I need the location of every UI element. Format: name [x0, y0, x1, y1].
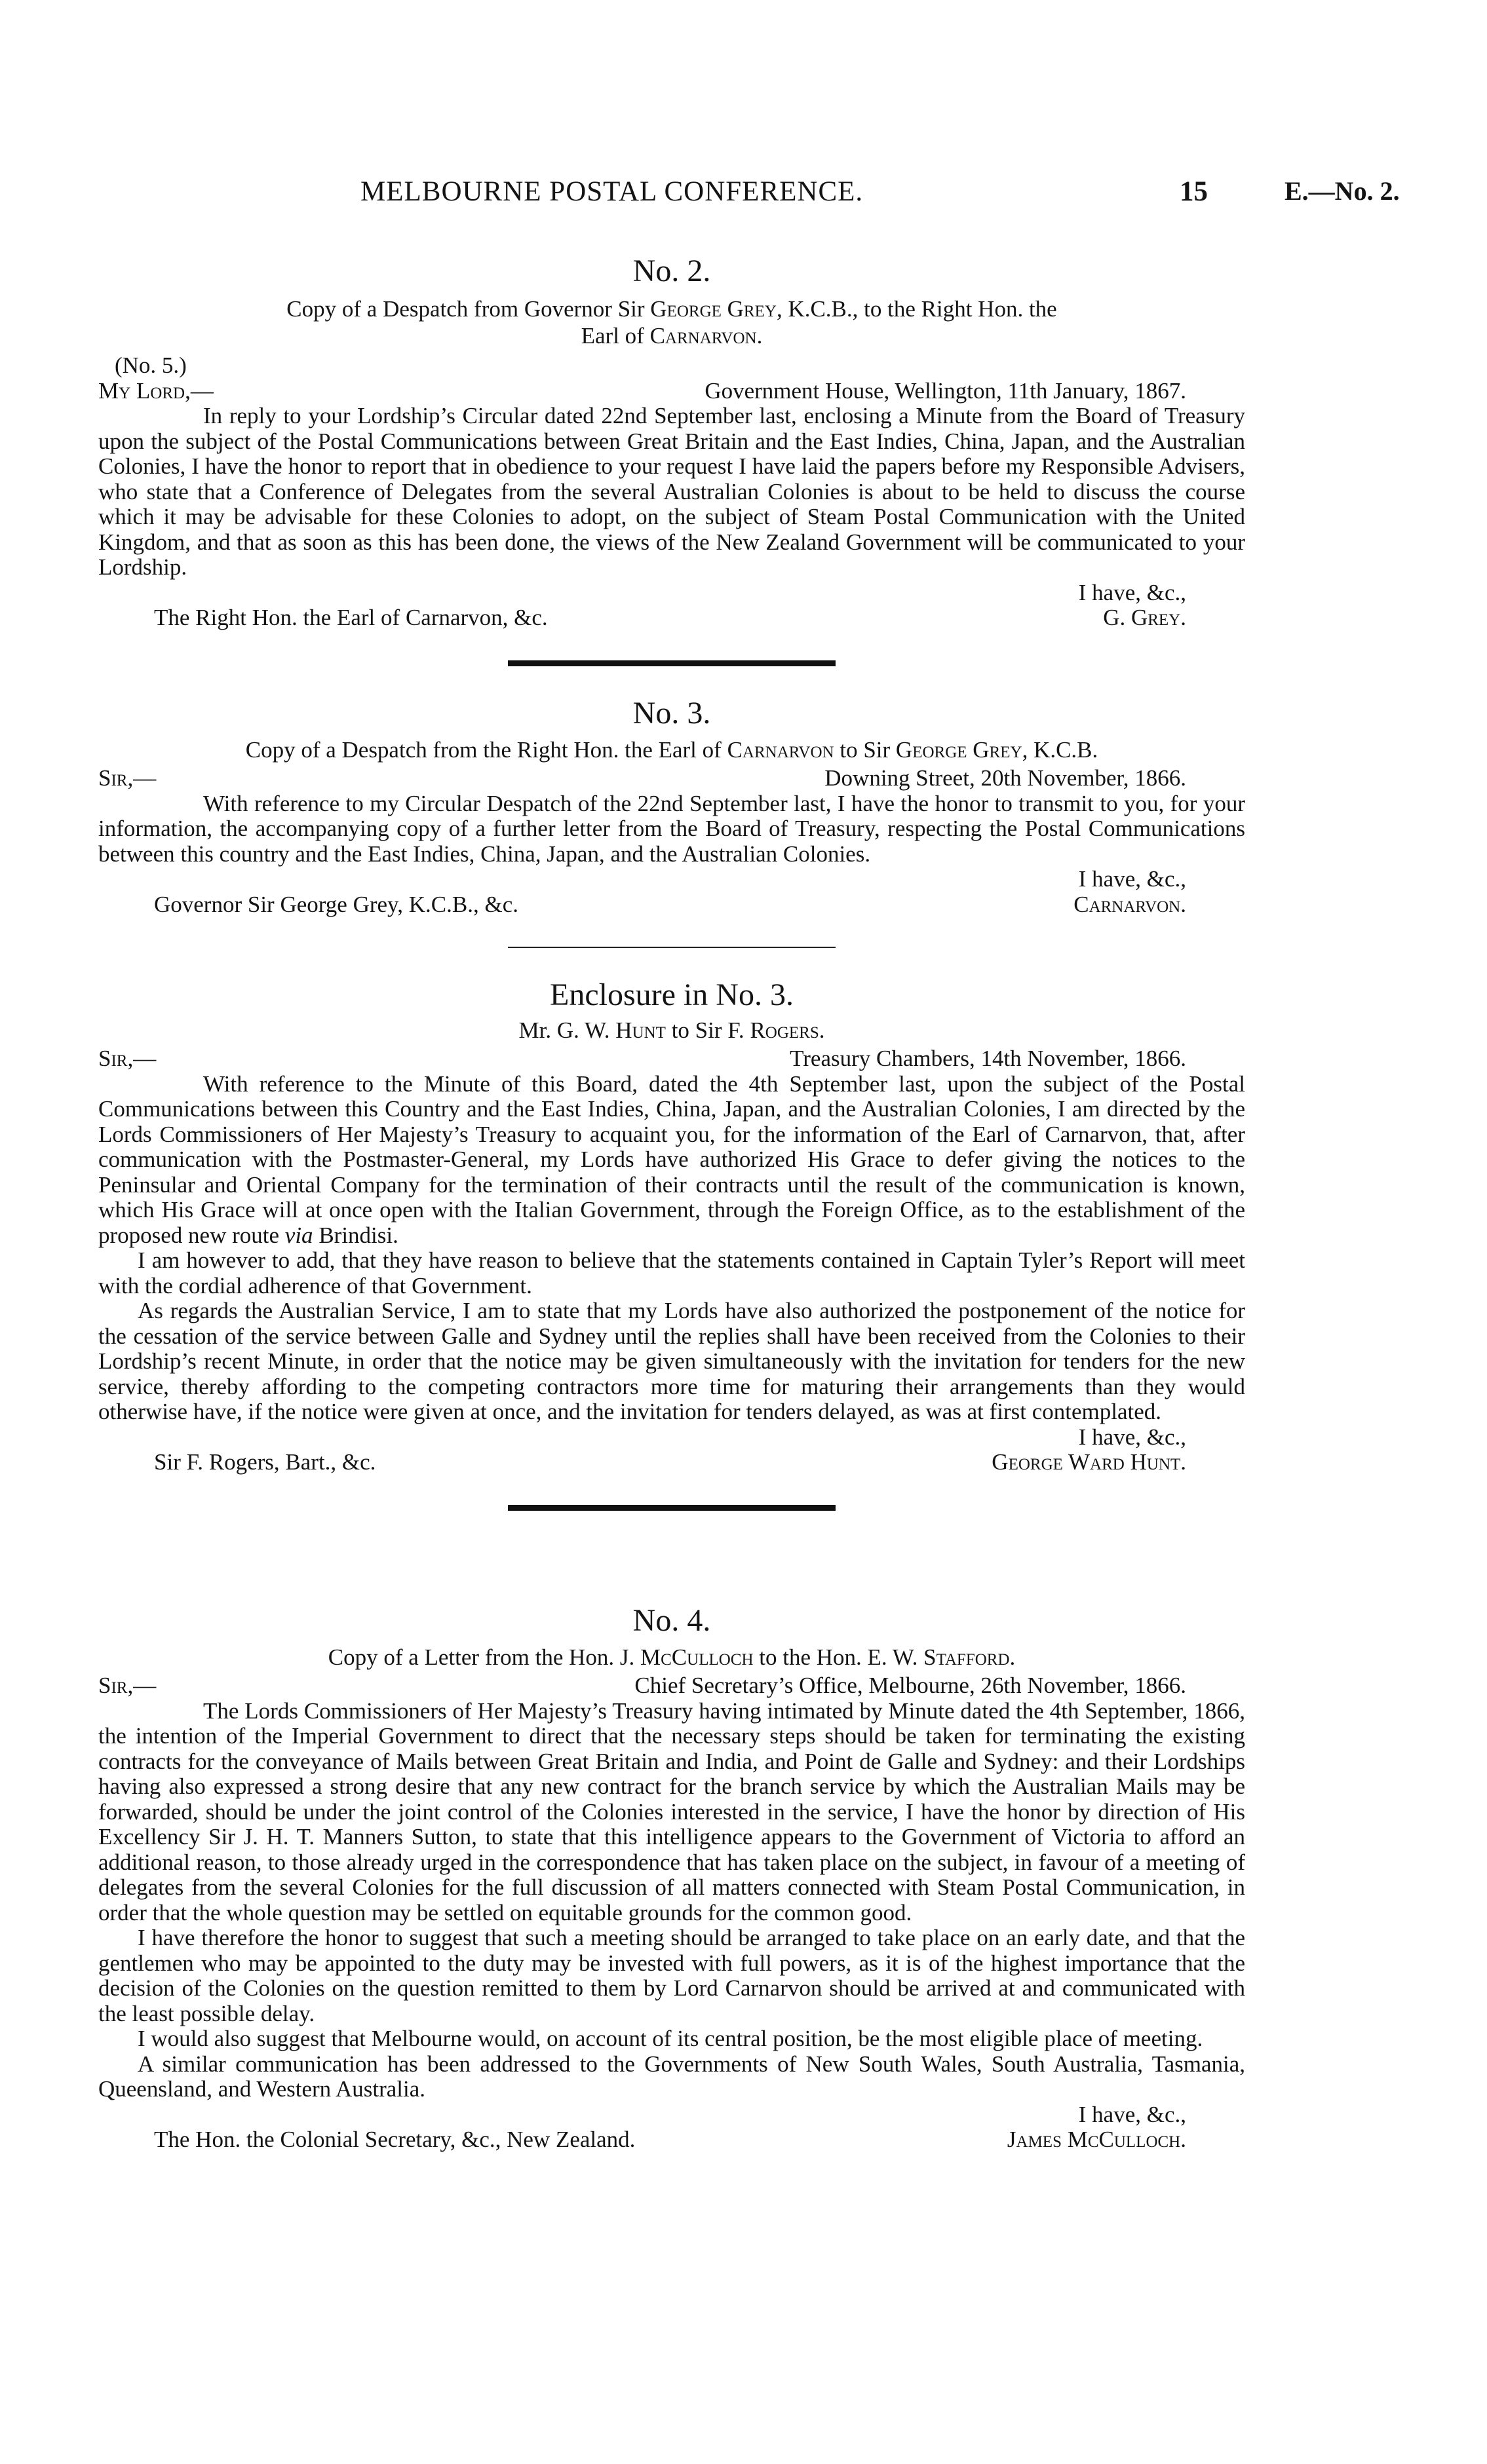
salutation: My Lord,—	[98, 377, 214, 404]
paragraph: As regards the Australian Service, I am to state that my Lords have also authorized the postponement of the notice for the cessation of the service between Galle and Sydney until the replies shall have been received from the Colonies to their Lordship’s recent Minute, in order that the notice may be given simultaneously with the invitation for tenders for the new service, thereby affording to the competing contractors more time for maturing their arrangements than they would otherwise have, if the notice were given at once, and the invitation for tenders delayed, as was at first contemplated.	[98, 1298, 1245, 1424]
section-divider	[508, 947, 836, 948]
signature: James McCulloch.	[1007, 2127, 1186, 2152]
signature: G. Grey.	[1103, 605, 1186, 630]
section-enclosure	[98, 976, 1245, 1511]
paragraph: I am however to add, that they have reason to believe that the statements contained in Captain Tyler’s Report will meet with the cordial adherence of that Government.	[98, 1247, 1245, 1298]
closing: I have, &c.,	[1078, 579, 1186, 605]
closing: I have, &c.,	[1078, 866, 1186, 892]
letter-body	[98, 791, 1245, 867]
section-caption: Copy of a Despatch from Governor Sir George Grey, K.C.B., to the Right Hon. the Earl of Carnarvon.	[286, 296, 1057, 349]
salutation: Sir,—	[98, 765, 157, 791]
paragraph: The Lords Commissioners of Her Majesty’s Treasury having intimated by Minute dated the 4th September, 1866, the intention of the Imperial Government to direct that the necessary steps should be taken for terminating the existing contracts for the conveyance of Mails between Great Britain and India, and Point de Galle and Sydney: and their Lordships having also expressed a strong desire that any new contract for the branch service by which the Australian Mails may be forwarded, should be under the joint control of the Colonies interested in the service, I have the honor by direction of His Excellency Sir J. H. T. Manners Sutton, to state that this intelligence appears to the Government of Victoria to afford an additional reason, to those already urged in the correspondence that has taken place on the subject, in favour of a meeting of delegates from the several Colonies for the full discussion of all matters connected with Steam Postal Communication, in order that the whole question may be settled on equitable grounds for the common good.	[98, 1697, 1245, 1925]
addressee: The Right Hon. the Earl of Carnarvon, &c.	[154, 605, 548, 630]
letter-body	[98, 1072, 1245, 1425]
section-no-2	[98, 252, 1245, 666]
signature: George Ward Hunt.	[992, 1449, 1186, 1475]
signature-row	[98, 605, 1245, 631]
salutation-row	[98, 766, 1245, 791]
closing: I have, &c.,	[1078, 1424, 1186, 1450]
letter-body	[98, 404, 1245, 580]
paper-reference: E.—No. 2.	[1284, 176, 1400, 206]
section-no-3	[98, 694, 1245, 948]
addressee: The Hon. the Colonial Secretary, &c., New Zealand.	[154, 2127, 636, 2152]
paragraph: In reply to your Lordship’s Circular dated 22nd September last, enclosing a Minute from the Board of Treasury upon the subject of the Postal Communications between Great Britain and the East Indies, China, Japan, and the Australian Colonies, I have the honor to report that in obedience to your request I have laid the papers before my Responsible Advisers, who state that a Conference of Delegates from the several Australian Colonies is about to be held to discuss the course which it may be advisable for these Colonies to adopt, on the subject of Steam Postal Communication with the United Kingdom, and that as soon as this has been done, the views of the New Zealand Government will be communicated to your Lordship.	[98, 403, 1245, 580]
signature-row	[98, 1450, 1245, 1475]
signature-row	[98, 2127, 1245, 2153]
letter-body	[98, 1699, 1245, 2102]
salutation-row	[98, 1046, 1245, 1072]
section-caption: Copy of a Despatch from the Right Hon. the Earl of Carnarvon to Sir George Grey, K.C.B.	[245, 737, 1098, 763]
enclosure-title: Enclosure in No. 3.	[550, 977, 794, 1012]
section-number: No. 3.	[632, 696, 711, 730]
header-title: MELBOURNE POSTAL CONFERENCE.	[360, 176, 864, 207]
page-number: 15	[1180, 176, 1208, 207]
paragraph: With reference to my Circular Despatch of the 22nd September last, I have the honor to transmit to you, for your information, the accompanying copy of a further letter from the Board of Treasury, respecting the Postal Communications between this country and the East Indies, China, Japan, and the Australian Colonies.	[98, 790, 1245, 867]
closing: I have, &c.,	[1078, 2101, 1186, 2127]
enclosure-subtitle: Mr. G. W. Hunt to Sir F. Rogers.	[518, 1017, 825, 1043]
place-date: Downing Street, 20th November, 1866.	[824, 765, 1186, 791]
section-no-4	[98, 1602, 1245, 2153]
section-number: No. 2.	[632, 254, 711, 288]
paragraph: A similar communication has been addressed to the Governments of New South Wales, South Australia, Tasmania, Queensland, and Western Australia.	[98, 2051, 1245, 2102]
place-date: Treasury Chambers, 14th November, 1866.	[790, 1046, 1186, 1071]
addressee: Sir F. Rogers, Bart., &c.	[154, 1449, 376, 1475]
salutation-row	[98, 379, 1245, 404]
section-caption: Copy of a Letter from the Hon. J. McCulloch to the Hon. E. W. Stafford.	[328, 1644, 1016, 1670]
addressee: Governor Sir George Grey, K.C.B., &c.	[154, 891, 519, 917]
section-divider	[508, 1505, 836, 1511]
place-date: Chief Secretary’s Office, Melbourne, 26th November, 1866.	[634, 1673, 1186, 1698]
signature-row	[98, 892, 1245, 918]
paragraph: With reference to the Minute of this Board, dated the 4th September last, upon the subject of the Postal Communications between this Country and the East Indies, China, Japan, and the Australian Colonies, I am directed by the Lords Commissioners of Her Majesty’s Treasury to acquaint you, for the information of the Earl of Carnarvon, that, after communication with the Postmaster-General, my Lords have authorized His Grace to defer giving the notices to the Peninsular and Oriental Company for the termination of their contracts until the result of the communication is known, which His Grace will at once open with the Italian Government, through the Foreign Office, as to the establishment of the proposed new route via Brindisi.	[98, 1071, 1245, 1248]
section-divider	[508, 660, 836, 666]
salutation-row	[98, 1673, 1245, 1699]
salutation: Sir,—	[98, 1673, 157, 1698]
despatch-number: (No. 5.)	[115, 352, 187, 378]
salutation: Sir,—	[98, 1046, 157, 1071]
running-header	[98, 176, 1400, 215]
despatch-ref	[98, 353, 1245, 379]
signature: Carnarvon.	[1073, 891, 1186, 917]
place-date: Government House, Wellington, 11th January, 1867.	[705, 377, 1186, 404]
paragraph: I have therefore the honor to suggest that such a meeting should be arranged to take place on an early date, and that the gentlemen who may be appointed to the duty may be invested with full powers, as it is of the highest importance that the decision of the Colonies on the question remitted to them by Lord Carnarvon should be arrived at and communicated with the least possible delay.	[98, 1925, 1245, 2026]
paragraph: I would also suggest that Melbourne would, on account of its central position, be the most eligible place of meeting.	[138, 2026, 1203, 2051]
section-number: No. 4.	[632, 1603, 711, 1638]
